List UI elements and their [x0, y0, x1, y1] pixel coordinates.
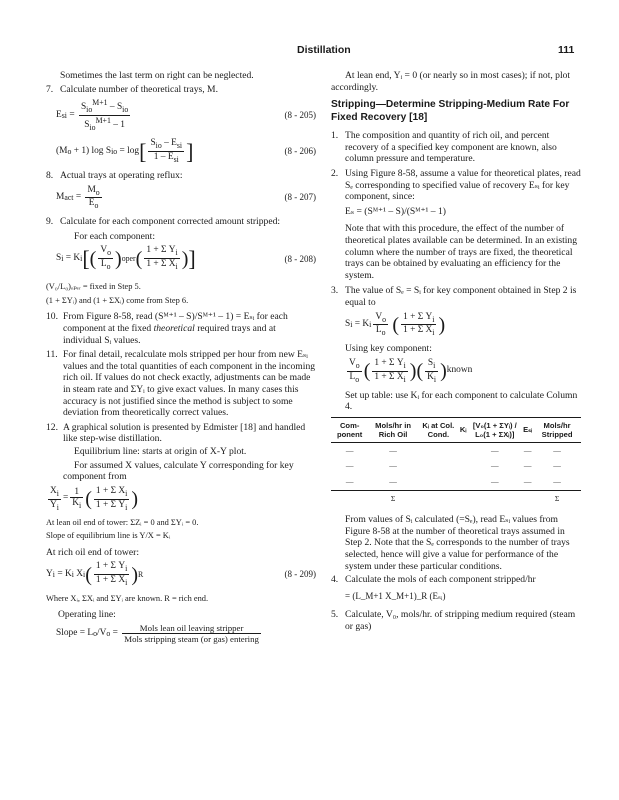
eq-mid: = K: [57, 568, 72, 579]
table-cell: [331, 490, 368, 506]
table-cell: —: [490, 461, 499, 471]
table-row: [331, 458, 581, 474]
table-cell: —: [523, 461, 532, 471]
table-row: [331, 474, 581, 490]
eq-num: 1: [70, 487, 83, 498]
equation-si: S i = K i $\frac{V_o}{L_o}$ ( $\frac{1 + \Sigma Y_i}{1 + \Sigma X_i}$ ): [345, 311, 446, 338]
eq-den: K: [72, 498, 80, 509]
eq-num: 1 + Σ Y: [374, 357, 404, 368]
table-cell: [418, 458, 459, 474]
table-cell: Σ: [533, 490, 581, 506]
item-number: 7.: [46, 83, 54, 95]
eq-num-tail: – S: [109, 102, 123, 113]
table-cell: —: [523, 476, 532, 486]
eq-num: V: [100, 245, 108, 256]
eq-num-sub: i: [125, 564, 128, 573]
eq-fraction: [144, 245, 179, 272]
table-header: [V₀(1 + ΣYᵢ) / L₀(1 + ΣXᵢ)]: [467, 417, 522, 442]
equation-number: (8 - 206): [284, 145, 316, 156]
table-cell: [459, 474, 468, 490]
equation-8-205: E si = $\frac{S_{io}^{M+1} - S_{io}}{S_{io}^{M+1} - 1}$ (8 - 205): [56, 98, 316, 133]
eq-num-sup: M+1: [92, 98, 108, 108]
eq-lhs-sub: i: [52, 569, 55, 579]
eq-den: 1 + Σ X: [95, 575, 126, 585]
running-title: Distillation: [297, 44, 351, 56]
eq-mid-sub: i: [369, 320, 372, 330]
table-cell: —: [345, 461, 354, 471]
eq-lhs: (M: [56, 145, 68, 156]
equation-slope: Slope = L o /V o = $\frac{\text{Mols lean oil leaving stripper}}{\text{Mols stripping steam (or gas) entering}}$: [56, 623, 259, 645]
eq-den: S: [84, 120, 90, 131]
eq-lhs: M: [56, 192, 65, 203]
eq-mid: = K: [65, 253, 81, 264]
eq-fraction: [70, 487, 83, 511]
eq-fraction: [48, 486, 61, 513]
eq-num-sub: i: [56, 488, 59, 498]
equation-stripped: = (L_M+1 X_M+1)_R (Eₛᵢ): [345, 590, 446, 601]
item-number: 2.: [331, 167, 339, 179]
eq-den-sub: o: [106, 262, 111, 272]
eq-fraction: [373, 312, 388, 339]
item-number: 8.: [46, 169, 54, 181]
eq-num: S: [80, 102, 87, 113]
list-item-12: [46, 422, 316, 445]
table-header: Kᵢ at Col. Cond.: [418, 417, 459, 442]
eq-known: known: [446, 365, 473, 376]
paragraph: Note that with this procedure, the effect of the number of theoretical plates available can be determined. In an existing column where the number of trays are fixed, the theoretical trays can be obtained by evaluating an efficiency for the system.: [345, 223, 578, 281]
item-number: 1.: [331, 130, 339, 142]
equation-number: (8 - 205): [284, 109, 316, 120]
table-cell: —: [490, 445, 499, 455]
eq-fraction: [85, 185, 101, 212]
eq-num-sub: io: [86, 105, 93, 115]
table-cell: [522, 490, 533, 506]
item-text: A graphical solution is presented by Edmister [18] and handled like step-wise distillation.: [63, 421, 306, 445]
eq-den: L: [349, 371, 356, 382]
eq-lhs-sub: i: [350, 320, 353, 330]
eq-num-sub: o: [382, 314, 387, 324]
table-cell: —: [553, 461, 561, 471]
eq-lhs-tail: + 1) log S: [73, 145, 112, 156]
eq-fraction: [94, 561, 129, 588]
eq-den-sub: o: [94, 201, 99, 211]
eq-mid: = K: [354, 319, 370, 330]
item-text-emphasis: theoretical: [153, 323, 195, 335]
eq-den: L: [100, 259, 107, 270]
item-number: 4.: [331, 574, 339, 586]
eq-lhs-tail-sub: o: [106, 628, 111, 638]
eq-fraction: [148, 138, 184, 165]
table-header: Mols/hr in Rich Oil: [368, 417, 418, 442]
eq-den: 1 + Σ X: [374, 371, 404, 382]
eq-num-tail-sub: io: [122, 105, 129, 115]
table-cell: [467, 490, 522, 506]
eq-num: S: [150, 138, 156, 149]
paragraph: Set up table: use Kᵢ for each component to calculate Column 4.: [345, 389, 578, 413]
paragraph: For each component:: [74, 230, 155, 242]
eq-num-tail: – E: [164, 138, 177, 149]
table-cell: —: [490, 476, 499, 486]
table-header: Eₛᵢ: [522, 417, 533, 442]
list-item-3: [331, 285, 581, 308]
paragraph: From values of Sᵢ calculated (=Sₑ), read Eₛᵢ values from Figure 8-58 at the number of theoretical trays assumed in Step 2. Note that the Sₑ corresponds to the number of trays selected, hence will give a value for performance of the system under these particular conditions.: [345, 514, 570, 572]
table-sum-row: [331, 490, 581, 506]
item-text: Calculate, V₀, mols/hr. of stripping medium required (steam or gas): [345, 609, 576, 632]
item-text: Calculate the mols of each component stripped/hr: [345, 574, 536, 586]
table-cell: [459, 490, 468, 506]
eq-lhs-tail: /V: [96, 627, 107, 638]
section-heading: Stripping—Determine Stripping-Medium Rate For Fixed Recovery [18]: [331, 99, 570, 123]
eq-num: V: [375, 311, 383, 322]
paragraph: Using key component:: [345, 343, 432, 355]
eq-num: X: [50, 485, 57, 496]
note: At lean oil end of tower: ΣZᵢ = 0 and ΣYᵢ = 0.: [46, 517, 199, 527]
eq-den: 1 + Σ X: [146, 259, 176, 270]
eq-oper-sub: oper: [121, 254, 136, 264]
table-cell: —: [553, 476, 561, 486]
eq-lhs: S: [56, 253, 62, 264]
list-item-8: [46, 170, 316, 182]
eq-num: Mols lean oil leaving stripper: [122, 623, 261, 634]
eq-den: 1 + Σ Y: [95, 499, 126, 510]
eq-lhs-sub: si: [61, 110, 67, 120]
eq-den-sub: i: [403, 374, 406, 384]
list-item-5: [331, 609, 581, 632]
paragraph: Operating line:: [58, 608, 116, 620]
equation-number: (8 - 208): [284, 254, 316, 265]
list-item-9: [46, 216, 316, 228]
eq-fraction: [401, 312, 436, 339]
eq-num-sub: i: [175, 248, 178, 258]
equation-number: (8 - 207): [284, 192, 316, 203]
table-cell: Σ: [368, 490, 418, 506]
item-text: The value of Sₑ = Sᵢ for key component obtained in Step 2 is equal to: [345, 285, 577, 308]
eq-num-sub: o: [355, 360, 360, 370]
equation-8-209: Y i = K i X i ( $\frac{1 + \Sigma Y_i}{1 + \Sigma X_i}$ ) R (8 - 209): [46, 561, 316, 587]
eq-mid2-sub: i: [83, 569, 86, 579]
eq-lhs-sub: o: [67, 146, 72, 156]
item-number: 11.: [46, 349, 58, 361]
eq-r-sub: R: [137, 569, 144, 579]
eq-den-sub: i: [125, 502, 128, 512]
eq-num: S: [427, 357, 434, 368]
item-text: For final detail, recalculate mols stripped per hour from new Eₛᵢ values and the total quantities of each component in the incoming rich oil. If values do not check exactly, adjustments can be made in steam rate and ΣYᵢ to give exact values. In many cases this accuracy is not justified since the method is subject to some deviation from theoretically correct values.: [63, 349, 316, 419]
left-column: [46, 70, 316, 650]
item-text: Calculate for each component corrected amount stripped:: [60, 216, 281, 228]
table-cell: [459, 458, 468, 474]
table-cell: —: [345, 445, 354, 455]
equation-key: $\frac{V_o}{L_o}$ ( $\frac{1 + \Sigma Y_i}{1 + \Sigma X_i}$ ) ( $\frac{S_i}{K_i}$ ) known: [349, 357, 473, 384]
item-number: 9.: [46, 216, 54, 228]
eq-num: 1 + Σ Y: [95, 561, 126, 572]
eq-den-tail: – 1: [113, 120, 125, 131]
eq-num: V: [349, 357, 356, 368]
eq-fraction: [98, 245, 113, 272]
paragraph: For assumed X values, calculate Y corresponding for key component from: [63, 459, 294, 483]
paragraph: Sometimes the last term on right can be neglected.: [60, 70, 254, 81]
equation-es: Eₛ = (Sᴹ⁺¹ – S)/(Sᴹ⁺¹ – 1): [345, 205, 446, 217]
eq-den-sub: io: [89, 123, 96, 133]
list-item-10: [46, 311, 316, 346]
table-header: Mols/hr Stripped: [533, 417, 581, 442]
item-text: The composition and quantity of rich oil, and percent recovery of a specified key component are known, also column pressure and temperature.: [345, 130, 557, 165]
equation-number: (8 - 209): [284, 569, 316, 580]
eq-num-sub: io: [155, 141, 162, 151]
eq-den-sub: o: [381, 328, 386, 338]
eq-num-sub: i: [403, 360, 406, 370]
note: (V₀/L₀)ₒₚₑᵣ = fixed in Step 5.: [46, 282, 141, 292]
list-item-4: [331, 574, 581, 586]
eq-lhs-tail-sub: io: [111, 146, 118, 156]
eq-num-tail-sub: si: [176, 141, 183, 151]
eq-den-sub: si: [173, 154, 179, 164]
eq-den: 1 – E: [153, 152, 174, 163]
list-item-11: [46, 349, 316, 419]
eq-lhs-sub: i: [61, 254, 64, 264]
eq-lhs-sub: o: [93, 628, 97, 638]
item-number: 10.: [46, 311, 58, 323]
table-cell: —: [553, 445, 561, 455]
eq-fraction: [94, 486, 129, 513]
item-text: Using Figure 8-58, assume a value for theoretical plates, read Sₑ corresponding to specified value of recovery Eₛᵢ for key component, since:: [345, 167, 581, 203]
eq-lhs: Slope = L: [56, 627, 94, 638]
equation-xy: $\frac{X_i}{Y_i}$ = $\frac{1}{K_i}$ ( $\frac{1 + \Sigma X_i}{1 + \Sigma Y_i}$ ): [50, 485, 138, 512]
eq-mid-sub: i: [71, 569, 74, 579]
list-item-7: [46, 84, 316, 96]
eq-den-sub: i: [433, 374, 437, 384]
equation-8-207: M act = $\frac{M_o}{E_o}$ (8 - 207): [56, 184, 316, 211]
eq-den-sub: o: [355, 374, 360, 384]
table-cell: —: [523, 445, 532, 455]
eq-fraction: [122, 623, 261, 644]
paragraph: At lean end, Yᵢ = 0 (or nearly so in most cases); if not, plot accordingly.: [331, 70, 571, 93]
list-item-2: [331, 168, 581, 203]
eq-fraction: [79, 98, 130, 133]
eq-num: 1 + Σ X: [95, 485, 126, 496]
table-header: Kᵢ: [459, 417, 468, 442]
eq-num-sub: i: [432, 314, 435, 324]
table-cell: —: [389, 476, 397, 486]
eq-den: Mols stripping steam (or gas) entering: [124, 634, 259, 645]
item-number: 3.: [331, 285, 339, 297]
eq-den: Y: [50, 499, 57, 510]
table-row: [331, 442, 581, 458]
right-column: [331, 70, 581, 636]
eq-num: 1 + Σ Y: [146, 245, 176, 256]
eq-mid-sub: i: [80, 254, 83, 264]
eq-num-sub: o: [95, 187, 100, 197]
table-cell: [418, 474, 459, 490]
item-text: Calculate number of theoretical trays, M.: [60, 83, 218, 95]
equation-8-206: (M o + 1) log S io = log [ $\frac{S_{io} - E_{si}}{1 - E_{si}}$ ] (8 - 206): [56, 138, 316, 164]
table-cell: —: [345, 476, 354, 486]
item-text: required trays and at individual Sᵢ values.: [63, 323, 276, 346]
eq-den-sub: i: [175, 262, 178, 272]
eq-den-sub: i: [79, 501, 82, 511]
list-item-1: [331, 130, 581, 165]
item-number: 12.: [46, 421, 58, 433]
eq-den-sup: M+1: [95, 116, 111, 126]
eq-fraction: [347, 358, 362, 385]
page-number: 111: [558, 44, 575, 56]
eq-lhs: Y: [46, 568, 53, 579]
eq-fraction: [372, 358, 407, 385]
eq-den-sub: i: [125, 577, 128, 587]
eq-lhs: E: [56, 109, 62, 120]
item-text: From Figure 8-58, read (Sᴹ⁺¹ – S)/Sᴹ⁺¹ – 1) = Eₛᵢ for each component at the fixed: [63, 311, 288, 335]
equation-8-208: S i = K i [ ( $\frac{V_o}{L_o}$ ) oper ( $\frac{1 + \Sigma Y_i}{1 + \Sigma X_i}$ ) ] (8 - 208): [56, 245, 316, 272]
eq-mid2: X: [76, 568, 84, 579]
data-table: [331, 417, 581, 506]
eq-den: K: [427, 371, 434, 382]
eq-num-sub: o: [107, 248, 112, 258]
eq-den: L: [375, 325, 382, 336]
table-cell: [418, 490, 459, 506]
eq-fraction: [425, 358, 438, 385]
note: Slope of equilibrium line is Y/X = Kᵢ: [46, 531, 171, 541]
eq-den: 1 + Σ X: [403, 325, 433, 336]
table-cell: [459, 442, 468, 458]
table-cell: —: [389, 445, 397, 455]
eq-num-sub: i: [125, 488, 128, 498]
table-cell: —: [389, 461, 397, 471]
eq-num-sub: i: [433, 360, 436, 370]
eq-den-sub: i: [56, 502, 59, 512]
table-cell: [418, 442, 459, 458]
eq-lhs: S: [345, 319, 351, 330]
table-header: Com-ponent: [331, 417, 368, 442]
eq-num: 1 + Σ Y: [403, 311, 433, 322]
note: (1 + ΣYᵢ) and (1 + ΣXᵢ) come from Step 6.: [46, 295, 189, 305]
paragraph: Equilibrium line: starts at origin of X-Y plot.: [74, 446, 247, 457]
item-number: 5.: [331, 609, 339, 621]
eq-mid: = log: [119, 145, 140, 156]
eq-den: E: [88, 198, 95, 209]
item-text: Actual trays at operating reflux:: [60, 169, 183, 181]
eq-lhs-sub: act: [64, 193, 74, 203]
eq-num: M: [87, 184, 96, 195]
paragraph: At rich oil end of tower:: [46, 546, 139, 558]
note: Where Xᵢ, ΣXᵢ and ΣYᵢ are known. R = rich end.: [46, 594, 209, 604]
eq-den-sub: i: [432, 328, 435, 338]
